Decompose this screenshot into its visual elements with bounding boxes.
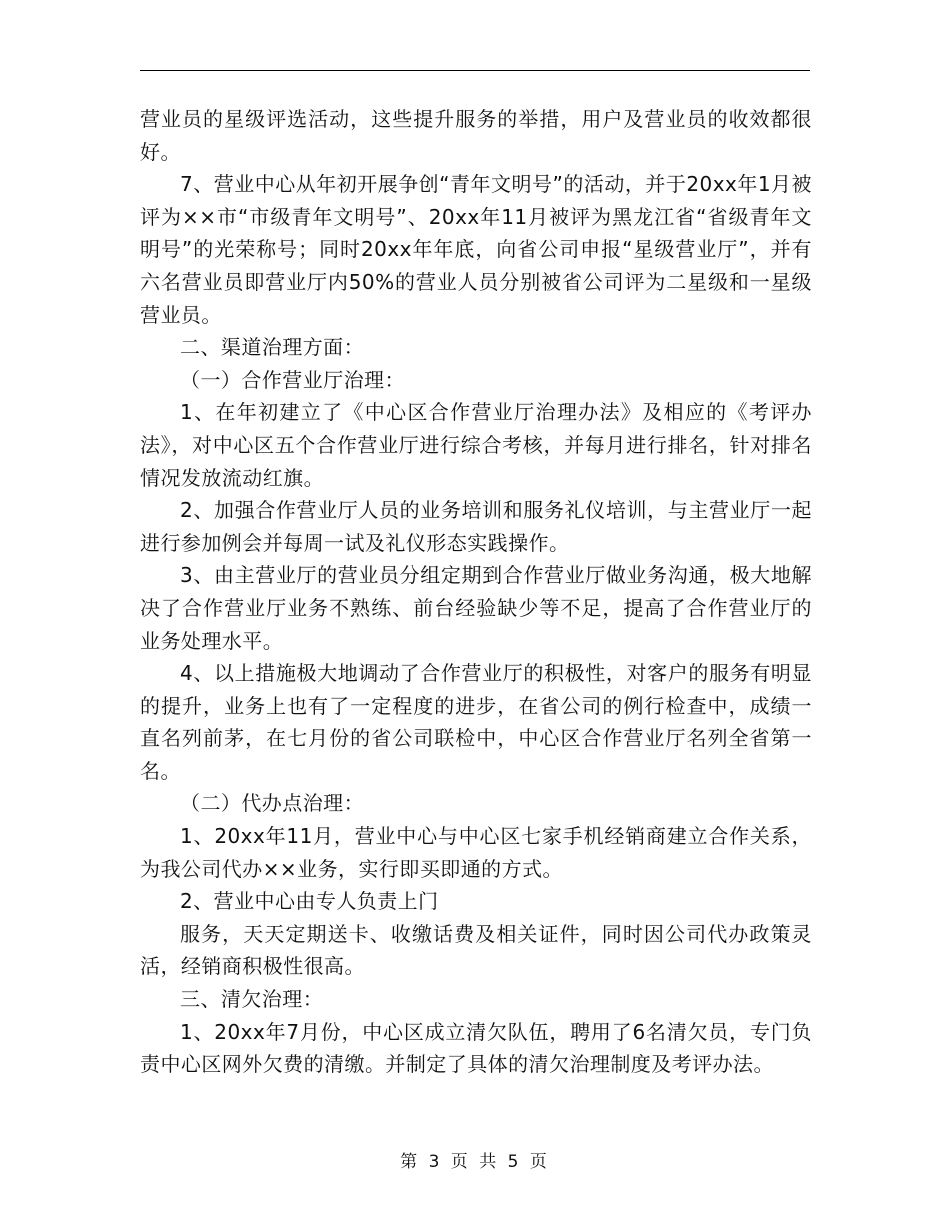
section-heading: 三、清欠治理：	[180, 987, 324, 1012]
page-number-footer: 第 3 页 共 5 页	[400, 1152, 550, 1172]
section-heading: 二、渠道治理方面：	[180, 335, 365, 360]
subsection-heading: （一）合作营业厅治理：	[180, 367, 405, 392]
paragraph: 1、20xx年7月份，中心区成立清欠队伍，聘用了6名清欠员，专门负责中心区网外欠费的清缴。并制定了具体的清欠治理制度及考评办法。	[140, 1019, 812, 1077]
paragraph: 2、加强合作营业厅人员的业务培训和服务礼仪培训，与主营业厅一起进行参加例会并每周一试及礼仪形态实践操作。	[140, 498, 812, 555]
paragraph: 4、以上措施极大地调动了合作营业厅的积极性，对客户的服务有明显的提升，业务上也有了一定程度的进步，在省公司的例行检查中，成绩一直名列前茅，在七月份的省公司联检中，中心区合作营业厅名列全省第一名。	[140, 661, 812, 783]
header-rule	[140, 70, 810, 71]
paragraph: 7、营业中心从年初开展争创“青年文明号”的活动，并于20xx年1月被评为××市“市级青年文明号”、20xx年11月被评为黑龙江省“省级青年文明号”的光荣称号；同时20xx年年底，向省公司申报“星级营业厅”，并有六名营业员即营业厅内50%的营业人员分别被省公司评为二星级和一星级营业员。	[140, 172, 812, 327]
document-body	[140, 103, 812, 1081]
paragraph: 1、在年初建立了《中心区合作营业厅治理办法》及相应的《考评办法》，对中心区五个合作营业厅进行综合考核，并每月进行排名，针对排名情况发放流动红旗。	[140, 400, 812, 490]
paragraph: 营业员的星级评选活动，这些提升服务的举措，用户及营业员的收效都很好。	[140, 107, 812, 164]
paragraph: 1、20xx年11月，营业中心与中心区七家手机经销商建立合作关系，为我公司代办××业务，实行即买即通的方式。	[140, 824, 812, 881]
paragraph: 2、营业中心由专人负责上门	[180, 889, 439, 914]
paragraph: 3、由主营业厅的营业员分组定期到合作营业厅做业务沟通，极大地解决了合作营业厅业务不熟练、前台经验缺少等不足，提高了合作营业厅的业务处理水平。	[140, 563, 812, 653]
paragraph: 服务，天天定期送卡、收缴话费及相关证件，同时因公司代办政策灵活，经销商积极性很高。	[140, 921, 812, 979]
subsection-heading: （二）代办点治理：	[180, 791, 365, 816]
